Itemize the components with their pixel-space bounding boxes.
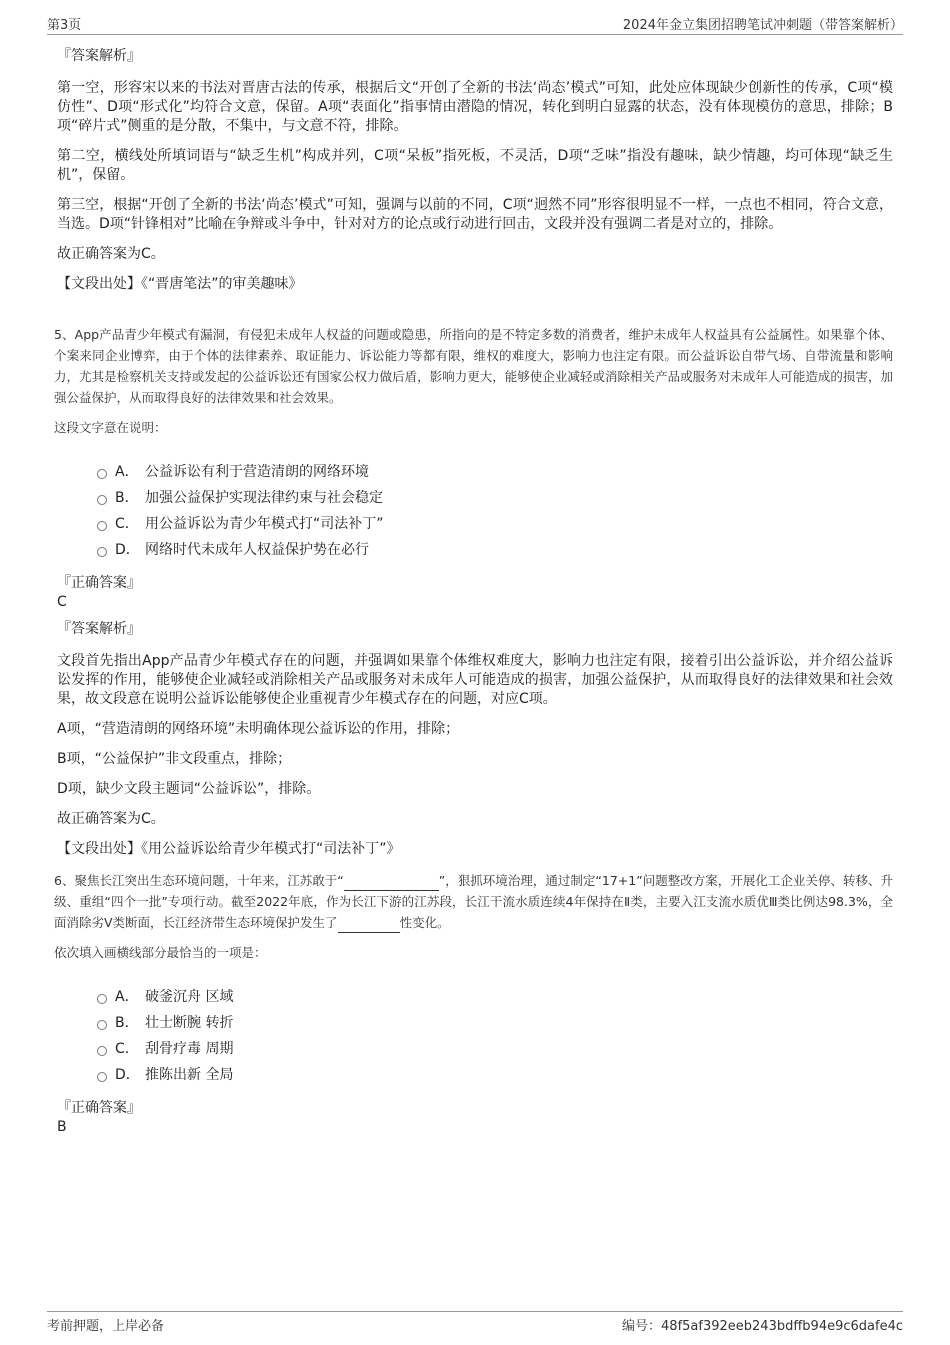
question-text: 5、App产品青少年模式有漏洞，有侵犯未成年人权益的问题或隐患，所指向的是不特定多数的消费者，维护未成年人权益具有公益属性。如果靠个体、个案来同企业博弈，由于个体的法律素养、取证能力、诉讼能力等都有限，维权的难度大，影响力也注定有限。而公益诉讼自带气场、自带流量和影响力，尤其是检察机关支持或发起的公益诉讼还有国家公权力做后盾，影响力更大，能够使企业减轻或消除相关产品或服务对未成年人可能造成的损害，加强公益保护，从而取得良好的法律效果和社会效果。 — [54, 327, 893, 405]
radio-icon[interactable] — [97, 994, 107, 1004]
option-c[interactable]: C． 用公益诉讼为青少年模式打“司法补丁” — [97, 510, 893, 536]
option-text: 用公益诉讼为青少年模式打“司法补丁” — [145, 516, 384, 532]
page-footer — [47, 1311, 903, 1334]
fill-blank — [338, 918, 400, 933]
option-list — [97, 983, 893, 1087]
option-d[interactable]: D． 网络时代未成年人权益保护势在必行 — [97, 536, 893, 562]
question-prompt: 这段文字意在说明： — [54, 420, 167, 435]
option-a[interactable]: A． 破釜沉舟 区域 — [97, 983, 893, 1009]
question-prompt: 依次填入画横线部分最恰当的一项是： — [54, 945, 267, 960]
radio-icon[interactable] — [97, 547, 107, 557]
radio-icon[interactable] — [97, 1020, 107, 1030]
radio-icon[interactable] — [97, 495, 107, 505]
footer-slogan: 考前押题，上岸必备 — [47, 1319, 165, 1334]
option-b[interactable]: B． 加强公益保护实现法律约束与社会稳定 — [97, 484, 893, 510]
radio-icon[interactable] — [97, 469, 107, 479]
conclusion: 故正确答案为C。 — [57, 811, 165, 827]
analysis-label: 『答案解析』 — [57, 621, 141, 637]
option-a[interactable]: A． 公益诉讼有利于营造清朗的网络环境 — [97, 458, 893, 484]
option-c[interactable]: C． 刮骨疗毒 周期 — [97, 1035, 893, 1061]
option-text: 加强公益保护实现法律约束与社会稳定 — [145, 490, 383, 506]
radio-icon[interactable] — [97, 521, 107, 531]
correct-answer-label: 『正确答案』 — [57, 575, 141, 591]
option-list — [97, 458, 893, 562]
radio-icon[interactable] — [97, 1072, 107, 1082]
page-number: 第3页 — [47, 18, 82, 33]
analysis-paragraph: 第三空，根据“开创了全新的书法‘尚态’模式”可知，强调与以前的不同，C项“迥然不同”形容很明显不一样，一点也不相同，符合文意，当选。D项“针锋相对”比喻在争辩或斗争中，针对对方的论点或行动进行回击，文段并没有强调二者是对立的，排除。 — [57, 197, 893, 232]
correct-answer: B — [57, 1119, 67, 1135]
radio-icon[interactable] — [97, 1046, 107, 1056]
analysis-paragraph: D项，缺少文段主题词“公益诉讼”，排除。 — [57, 781, 321, 797]
page-header — [47, 12, 903, 35]
source-citation: 【文段出处】《用公益诉讼给青少年模式打“司法补丁”》 — [57, 841, 401, 857]
analysis-paragraph: 第一空，形容宋以来的书法对晋唐古法的传承，根据后文“开创了全新的书法‘尚态’模式”可知，此处应体现缺少创新性的传承，C项“模仿性”、D项“形式化”均符合文意，保留。A项“表面化”指事情由潜隐的情况，转化到明白显露的状态，没有体现模仿的意思，排除；B项“碎片式”侧重的是分散，不集中，与文意不符，排除。 — [57, 80, 893, 134]
option-d[interactable]: D． 推陈出新 全局 — [97, 1061, 893, 1087]
document-body — [54, 45, 893, 1143]
option-text: 刮骨疗毒 周期 — [145, 1041, 234, 1057]
source-citation: 【文段出处】《“晋唐笔法”的审美趣味》 — [57, 276, 303, 292]
option-text: 壮士断腕 转折 — [145, 1015, 234, 1031]
document-title: 2024年金立集团招聘笔试冲刺题（带答案解析） — [622, 18, 903, 33]
correct-answer-label: 『正确答案』 — [57, 1100, 141, 1116]
analysis-label: 『答案解析』 — [57, 48, 141, 64]
option-b[interactable]: B． 壮士断腕 转折 — [97, 1009, 893, 1035]
conclusion: 故正确答案为C。 — [57, 246, 165, 262]
fill-blank — [344, 876, 439, 891]
option-text: 推陈出新 全局 — [145, 1067, 234, 1083]
option-text: 破釜沉舟 区域 — [145, 989, 234, 1005]
analysis-paragraph: 文段首先指出App产品青少年模式存在的问题，并强调如果靠个体维权难度大，影响力也注定有限，接着引出公益诉讼，并介绍公益诉讼发挥的作用，能够使企业减轻或消除相关产品或服务对未成年人可能造成的损害，加强公益保护，从而取得良好的法律效果和社会效果，故文段意在说明公益诉讼能够使企业重视青少年模式存在的问题，对应C项。 — [57, 653, 893, 707]
correct-answer: C — [57, 594, 67, 610]
analysis-paragraph: A项，“营造清朗的网络环境”未明确体现公益诉讼的作用，排除； — [57, 721, 460, 737]
document-id: 编号：48f5af392eeb243bdffb94e9c6dafe4c — [622, 1319, 903, 1334]
analysis-paragraph: 第二空，横线处所填词语与“缺乏生机”构成并列，C项“呆板”指死板，不灵活，D项“乏味”指没有趣味，缺少情趣，均可体现“缺乏生机”，保留。 — [57, 148, 893, 183]
option-text: 网络时代未成年人权益保护势在必行 — [145, 542, 369, 558]
option-text: 公益诉讼有利于营造清朗的网络环境 — [145, 464, 369, 480]
analysis-paragraph: B项，“公益保护”非文段重点，排除； — [57, 751, 292, 767]
question-text: 6、聚焦长江突出生态环境问题，十年来，江苏敢于“ ”，狠抓环境治理，通过制定“17+1”问题整改方案，开展化工企业关停、转移、升级、重组“四个一批”专项行动。截至2022年底，作为长江下游的江苏段，长江干流水质连续4年保持在Ⅱ类，主要入江支流水质优Ⅲ类比例达98.3%，全面消除劣Ⅴ类断面，长江经济带生态环境保护发生了 性变化。 — [54, 870, 893, 933]
